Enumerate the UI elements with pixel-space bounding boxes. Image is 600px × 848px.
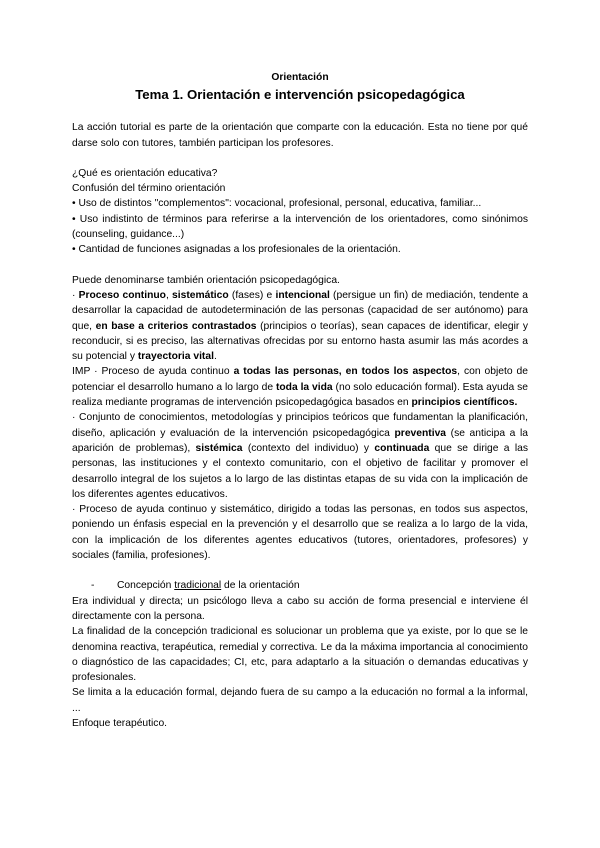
traditional-paragraph-4: Enfoque terapéutico. xyxy=(72,717,168,729)
bullet-item: • Uso indistinto de términos para referirse a la intervención de los orientadores, como sinónimos (counseling, guidance...) xyxy=(72,213,528,241)
question-heading: ¿Qué es orientación educativa? xyxy=(72,167,218,179)
bullet-item: • Uso de distintos "complementos": vocacional, profesional, personal, educativa, familiar... xyxy=(72,198,482,210)
intro-paragraph: La acción tutorial es parte de la orientación que comparte con la educación. Esta no tiene por qué darse solo con tutores, también participan los profesores. xyxy=(72,122,528,149)
bullet-item: • Cantidad de funciones asignadas a los profesionales de la orientación. xyxy=(72,244,401,256)
definition-2: IMP · Proceso de ayuda continuo a todas las personas, en todos los aspectos, con objeto de potenciar el desarrollo humano a lo largo de toda la vida (no solo educación formal). Esta ayuda se realiza mediante programas de intervención psicopedagógica basados en principios científicos. xyxy=(72,366,528,409)
traditional-paragraph-3: Se limita a la educación formal, dejando fuera de su campo a la educación no formal a la informal, ... xyxy=(72,687,528,714)
traditional-paragraph-2: La finalidad de la concepción tradicional es solucionar un problema que ya existe, por lo que se le denomina reactiva, terapéutica, remedial y correctiva. Le da la máxima importancia al conocimiento o diagnóstico de las capacidades; CI, etc, para adaptarlo a la situación o demandas educativas y profesionales. xyxy=(72,626,528,684)
dash-bullet: - xyxy=(91,580,95,592)
definition-3: · Conjunto de conocimientos, metodologías y principios teóricos que fundamentan la planificación, diseño, aplicación y evaluación de la intervención psicopedagógica preventiva (se anticipa a la aparición de problemas), sistémica (contexto del individuo) y continuada que se dirige a las personas, las instituciones y el contexto comunitario, con el objetivo de facilitar y promover el desarrollo integral de los sujetos a lo largo de las distintas etapas de su vida con la implicación de los diferentes agentes educativos. xyxy=(72,412,529,500)
page-title: Tema 1. Orientación e intervención psicopedagógica xyxy=(135,87,465,103)
also-called-line: Puede denominarse también orientación psicopedagógica. xyxy=(72,274,340,286)
traditional-heading: - Concepción tradicional de la orientación xyxy=(72,578,528,593)
document-page xyxy=(72,70,528,731)
traditional-paragraph-1: Era individual y directa; un psicólogo lleva a cabo su acción de forma presencial e interviene él directamente con la persona. xyxy=(72,595,528,622)
definition-4: · Proceso de ayuda continuo y sistemático, dirigido a todas las personas, en todos sus aspectos, poniendo un énfasis especial en la prevención y el desarrollo que se realiza a lo largo de la vida, con la implicación de los diferentes agentes educativos (tutores, orientadores, profesores) y sociales (familia, profesiones). xyxy=(72,504,528,562)
confusion-line: Confusión del término orientación xyxy=(72,183,226,195)
subject-heading: Orientación xyxy=(271,72,329,83)
definition-1: · Proceso continuo, sistemático (fases) e intencional (persigue un fin) de mediación, tendente a desarrollar la capacidad de autodeterminación de las personas (capacidad de ser autónomo) para que, en base a criterios contrastados (principios o teorías), sean capaces de identificar, elegir y reconducir, si es preciso, las alternativas ofrecidas por su entorno hasta asumir las más acordes a su potencial y trayectoria vital. xyxy=(72,289,529,363)
